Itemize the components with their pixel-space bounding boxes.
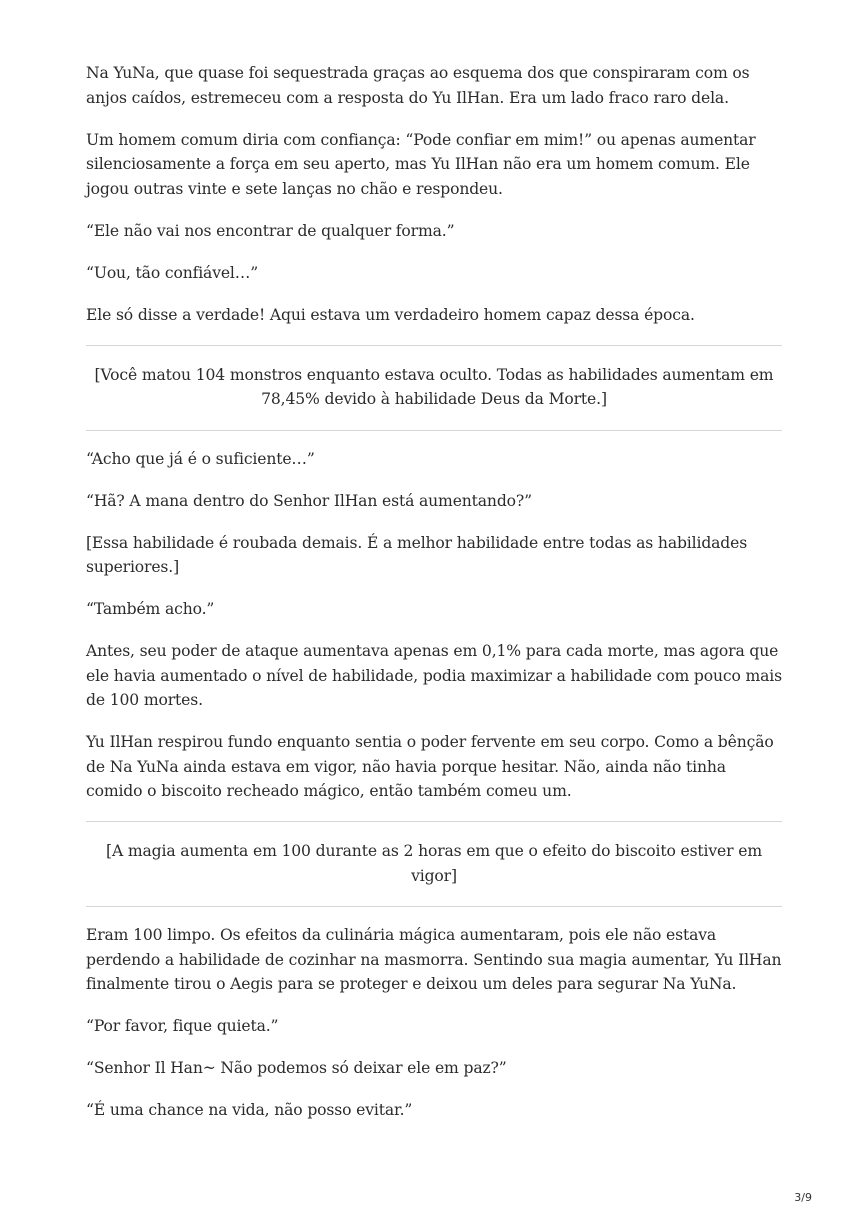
dialogue-line: “Hã? A mana dentro do Senhor IlHan está aumentando?” (86, 491, 532, 510)
paragraph: Um homem comum diria com confiança: “Pode confiar em mim!” ou apenas aumentar silenciosamente a força em seu aperto, mas Yu IlHan não era um homem comum. Ele jogou outras vinte e sete lanças no chão e respondeu. (86, 130, 756, 198)
paragraph: Eram 100 limpo. Os efeitos da culinária mágica aumentaram, pois ele não estava perdendo a habilidade de cozinhar na masmorra. Sentindo sua magia aumentar, Yu IlHan finalmente tirou o Aegis para se proteger e deixou um deles para segurar Na YuNa. (86, 926, 782, 993)
dialogue-line: “Senhor Il Han~ Não podemos só deixar ele em paz?” (86, 1059, 507, 1077)
dialogue-line: “Ele não vai nos encontrar de qualquer forma.” (86, 221, 455, 240)
dialogue-line: “Acho que já é o suficiente…” (86, 449, 315, 468)
dialogue-line: “É uma chance na vida, não posso evitar.” (86, 1101, 413, 1119)
paragraph: Antes, seu poder de ataque aumentava apenas em 0,1% para cada morte, mas agora que ele havia aumentado o nível de habilidade, podia maximizar a habilidade com pouco mais de 100 mortes. (86, 642, 782, 709)
system-message-box (86, 821, 782, 907)
system-message: [A magia aumenta em 100 durante as 2 horas em que o efeito do biscoito estiver em vigor] (106, 842, 762, 885)
system-message: [Você matou 104 monstros enquanto estava oculto. Todas as habilidades aumentam em 78,45% devido à habilidade Deus da Morte.] (94, 365, 774, 408)
dialogue-line: “Por favor, fique quieta.” (86, 1017, 279, 1035)
document-page (86, 61, 782, 1140)
paragraph: Ele só disse a verdade! Aqui estava um verdadeiro homem capaz dessa época. (86, 305, 695, 324)
paragraph: Na YuNa, que quase foi sequestrada graças ao esquema dos que conspiraram com os anjos caídos, estremeceu com a resposta do Yu IlHan. Era um lado fraco raro dela. (86, 64, 750, 107)
system-message-box (86, 345, 782, 431)
page-number: 3/9 (794, 1191, 812, 1204)
dialogue-line: “Uou, tão confiável…” (86, 263, 259, 282)
paragraph: Yu IlHan respirou fundo enquanto sentia o poder fervente em seu corpo. Como a bênção de Na YuNa ainda estava em vigor, não havia porque hesitar. Não, ainda não tinha comido o biscoito recheado mágico, então também comeu um. (86, 733, 774, 800)
dialogue-line: “Também acho.” (86, 600, 215, 618)
paragraph: [Essa habilidade é roubada demais. É a melhor habilidade entre todas as habilidades superiores.] (86, 533, 748, 576)
